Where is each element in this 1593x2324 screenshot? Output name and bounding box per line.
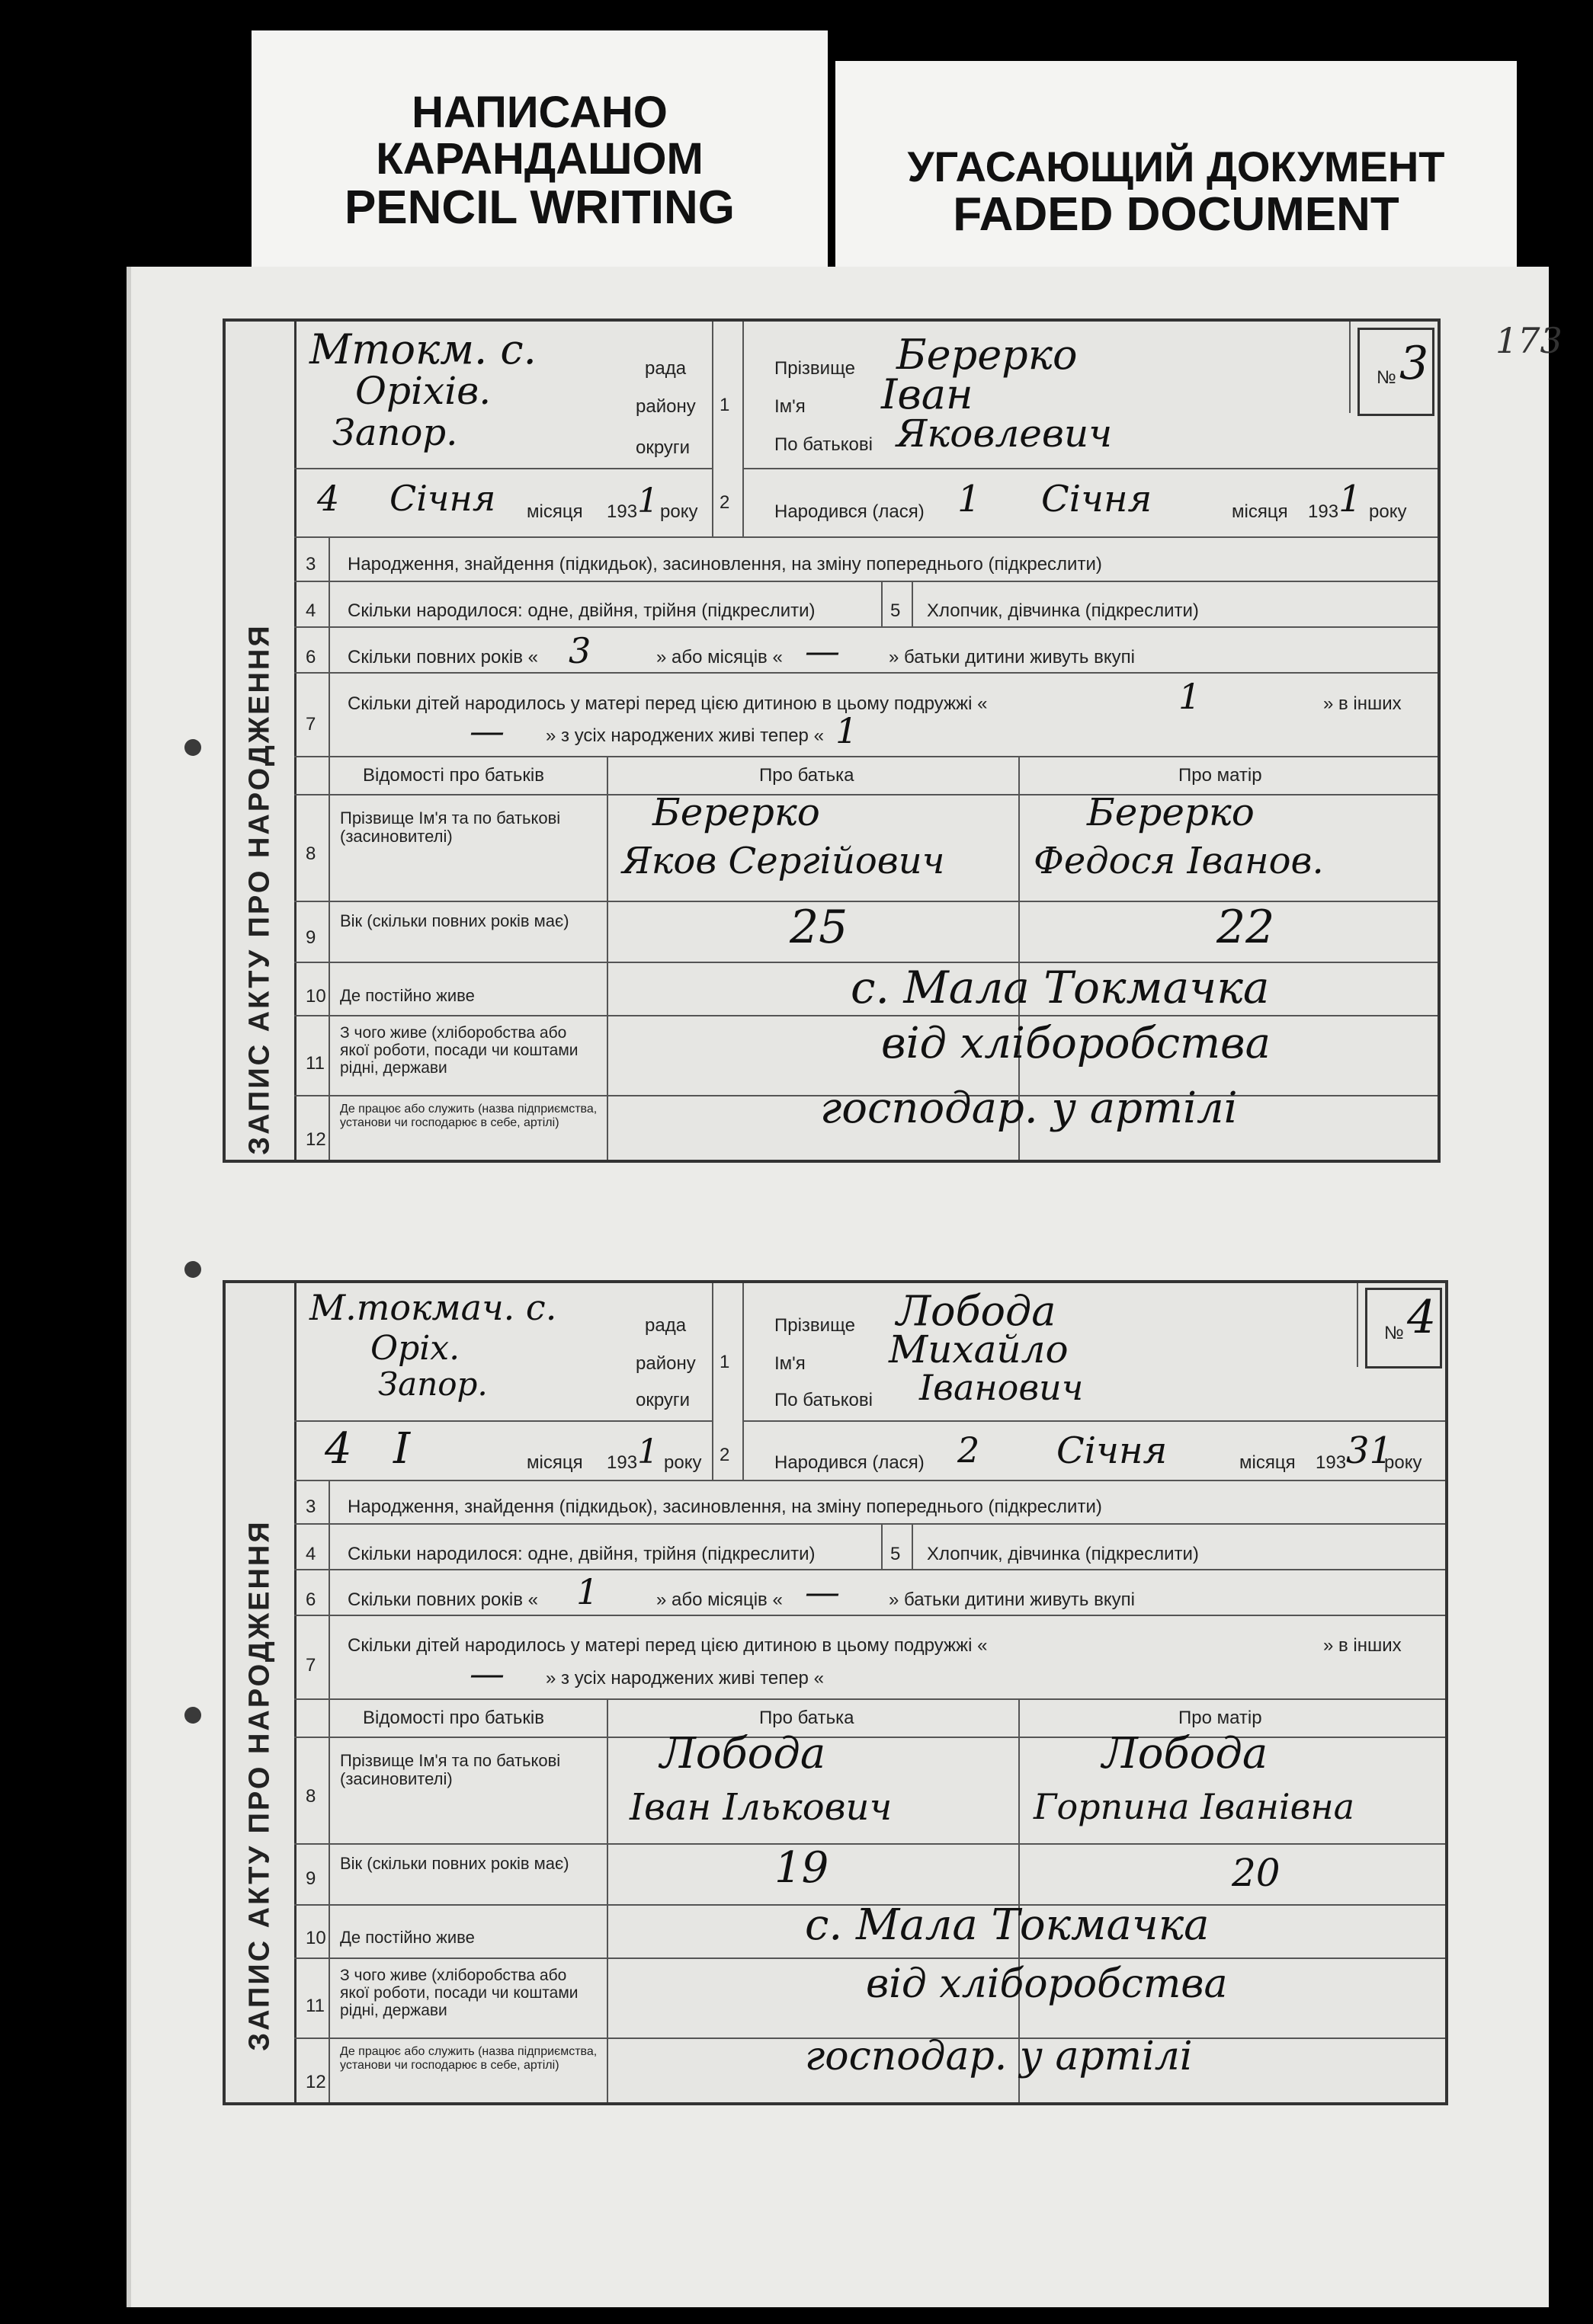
patronymic-value: Іванович (919, 1367, 1084, 1408)
row-6-b: » або місяців « (656, 1589, 783, 1610)
children-alive: 1 (835, 710, 858, 751)
pencil-label-ru-2: КАРАНДАШОМ (376, 133, 704, 184)
name-label: Ім'я (774, 1353, 806, 1374)
punch-hole (184, 739, 201, 756)
month-label: місяця (527, 1452, 583, 1473)
row-12-text: Де працює або служить (назва підприємства, установи чи господарює в себе, артілі) (340, 1103, 598, 1129)
parents-info-label: Відомості про батьків (363, 1708, 544, 1728)
name-value: Іван (881, 370, 973, 418)
row-9-text: Вік (скільки повних років має) (340, 911, 569, 930)
occupation: від хліборобства (881, 1019, 1271, 1068)
registration-year: 1 (637, 482, 659, 520)
row-6-c: » батьки дитини живуть вкупі (889, 1589, 1135, 1610)
rada-label: рада (645, 1315, 687, 1336)
row-5-text: Хлопчик, дівчинка (підкреслити) (927, 600, 1199, 621)
birth-day: 1 (957, 478, 981, 520)
punch-hole (184, 1261, 201, 1278)
registration-day: 4 (325, 1424, 352, 1474)
about-mother-label: Про матір (1178, 1708, 1262, 1728)
record-number: 4 (1407, 1291, 1437, 1344)
pencil-label-ru-1: НАПИСАНО (412, 88, 668, 137)
father-name: Яков Сергійович (622, 840, 945, 882)
born-label: Народився (лася) (774, 501, 925, 522)
year-prefix: 193 (607, 501, 638, 522)
row-12-text: Де працює або служить (назва підприємства, установи чи господарює в себе, артілі) (340, 2045, 598, 2072)
residence: с. Мала Токмачка (805, 1900, 1210, 1950)
mother-surname: Лобода (1102, 1729, 1268, 1778)
born-label: Народився (лася) (774, 1452, 925, 1473)
children-other: — (470, 1653, 505, 1694)
about-father-label: Про батька (759, 1708, 854, 1728)
district-label: району (636, 396, 696, 417)
row-7-a: Скільки дітей народилось у матері перед цією дитиною в цьому подружжі « (348, 1635, 988, 1656)
row-3-text: Народження, знайдення (підкидьок), засиновлення, на зміну попереднього (підкреслити) (348, 1497, 1102, 1517)
rada-value: Мтокм. с. (309, 325, 537, 373)
row-9-text: Вік (скільки повних років має) (340, 1854, 569, 1873)
month-label: місяця (527, 501, 583, 522)
row-8-text: Прізвище Ім'я та по батькові (засиновителі) (340, 1751, 561, 1789)
birth-year-prefix: 193 (1316, 1452, 1347, 1473)
number-sign: № (1377, 367, 1396, 388)
registration-month: Січня (389, 478, 496, 519)
registration-day: 4 (317, 478, 340, 519)
workplace: господар. у артілі (805, 2034, 1193, 2079)
children-before: 1 (1178, 676, 1201, 717)
years-together: 1 (576, 1571, 599, 1612)
vertical-title: ЗАПИС АКТУ ПРО НАРОДЖЕННЯ (226, 322, 296, 1457)
mother-name: Горпина Іванівна (1034, 1786, 1355, 1827)
occupation: від хліборобства (866, 1961, 1228, 2007)
faded-document-label (835, 61, 1517, 267)
about-mother-label: Про матір (1178, 765, 1262, 786)
okrug-label: округи (636, 437, 691, 458)
about-father-label: Про батька (759, 765, 854, 786)
surname-value: Берерко (896, 331, 1078, 379)
district-value: Оріх. (370, 1329, 460, 1368)
okrug-label: округи (636, 1390, 691, 1410)
name-value: Михайло (889, 1327, 1069, 1372)
document-sheet (127, 267, 1563, 2307)
father-surname: Берерко (652, 790, 820, 834)
okrug-value: Запор. (332, 411, 458, 454)
row-6-a: Скільки повних років « (348, 647, 538, 667)
birth-record-2: ЗАПИС АКТУ ПРО НАРОДЖЕННЯ М.токмач. с. рада Оріх. району Запор. округи 1 Прізвище Лобода Ім'я Михайло По батькові Іванович № 4 4 I місяця 193 1 року 2 Народився (лася) 2 Січня місяця 193 31 року 3 Народження, знайдення (підкидьок), засиновлення, на зміну попереднього (підкреслити) 4 Скільки народилося: одне, двійня, трійня (підкреслити) 5 Хлопчик, дівчинка (підкреслити) 6 Скільки повних років « 1 » або місяців « — » батьки дитини живуть вкупі 7 Скільки дітей народилось у матері перед цією дитиною в цьому подружжі « » в інших — » з усіх народжених живі тепер « Відомості про батьків Про батька Про матір 8 Прізвище Ім'я та по батькові (засиновителі) Лобода Іван Ількович Лобода Горпина Іванівна 9 Вік (скільки повних років має) 19 20 10 Де постійно живе с. Мала Токмачка 11 З чого живе (хліборобства або якої роботи, посади чи коштами рідні, держави від хліборобства 12 Де працює або служить (назва підприємства, установи чи господарює в себе, артілі) господар. у артілі (223, 1280, 1448, 2290)
patronymic-label: По батькові (774, 1390, 873, 1410)
row-4-text: Скільки народилося: одне, двійня, трійня (підкреслити) (348, 1544, 816, 1564)
mother-age: 22 (1216, 901, 1275, 954)
children-other: — (470, 710, 505, 751)
punch-hole (184, 1707, 201, 1724)
father-age: 25 (790, 901, 848, 954)
parents-info-label: Відомості про батьків (363, 765, 544, 786)
residence: с. Мала Токмачка (851, 962, 1270, 1013)
faded-label-ru: УГАСАЮЩИЙ ДОКУМЕНТ (907, 142, 1445, 190)
pencil-label-en: PENCIL WRITING (344, 181, 736, 234)
years-together: 3 (569, 630, 591, 671)
birth-year: 31 (1346, 1429, 1393, 1472)
row-6-a: Скільки повних років « (348, 1589, 538, 1610)
row-7-b: » в інших (1323, 1635, 1402, 1656)
father-surname: Лобода (660, 1729, 826, 1778)
row-7-c: » з усіх народжених живі тепер « (546, 725, 824, 746)
year-label: року (660, 501, 698, 522)
rada-value: М.токмач. с. (309, 1287, 557, 1328)
birth-record-1: ЗАПИС АКТУ ПРО НАРОДЖЕННЯ Мтокм. с. рада Оріхів. району Запор. округи 1 Прізвище Берерко Ім'я Іван По батькові Яковлевич № 3 4 Січня місяця 193 1 року 2 Народився (лася) 1 Січня місяця 193 1 року 3 Народження, знайдення (підкидьок), засиновлення, на зміну попереднього (підкреслити) 4 Скільки народилося: одне, двійня, трійня (підкреслити) 5 Хлопчик, дівчинка (підкреслити) 6 Скільки повних років « 3 » або місяців « — » батьки дитини живуть вкупі 7 Скільки дітей народилось у матері перед цією дитиною в цьому подружжі « 1 » в інших — » з усіх народжених живі тепер « 1 Відомості про батьків Про батька Про матір 8 Прізвище Ім'я та по батькові (засиновителі) Берерко Яков Сергійович Берерко Федося Іванов. 9 Вік (скільки повних років має) 25 22 10 Де постійно живе с. Мала Токмачка 11 З чого живе (хліборобства або якої роботи, посади чи коштами рідні, держави від хліборобства 12 Де працює або служить (назва підприємства, установи чи господарює в себе, артілі) господар. у артілі (223, 319, 1441, 1460)
row-6-b: » або місяців « (656, 647, 783, 667)
birth-year: 1 (1338, 478, 1362, 520)
father-name: Іван Ількович (630, 1786, 893, 1829)
months-together: — (805, 1571, 840, 1612)
workplace: господар. у артілі (820, 1084, 1238, 1133)
registration-month: I (393, 1424, 411, 1474)
okrug-value: Запор. (378, 1365, 488, 1403)
birth-year-label: року (1369, 501, 1407, 522)
mother-name: Федося Іванов. (1034, 840, 1324, 882)
row-8-text: Прізвище Ім'я та по батькові (засиновителі) (340, 808, 561, 847)
district-value: Оріхів. (355, 369, 492, 413)
row-11-text: З чого живе (хліборобства або якої роботи, посади чи коштами рідні, держави (340, 1967, 579, 2020)
rada-label: рада (645, 358, 687, 379)
pencil-writing-label (252, 30, 828, 267)
vertical-title: ЗАПИС АКТУ ПРО НАРОДЖЕННЯ (226, 1283, 296, 2287)
record-number: 3 (1399, 337, 1429, 390)
mother-age: 20 (1232, 1851, 1280, 1895)
birth-month: Січня (1056, 1429, 1168, 1472)
surname-label: Прізвище (774, 358, 855, 379)
number-sign: № (1384, 1323, 1404, 1343)
birth-year-label: року (1384, 1452, 1422, 1473)
father-age: 19 (774, 1843, 829, 1893)
row-11-text: З чого живе (хліборобства або якої роботи, посади чи коштами рідні, держави (340, 1024, 579, 1077)
patronymic-value: Яковлевич (896, 411, 1113, 456)
birth-year-prefix: 193 (1308, 501, 1339, 522)
birth-month-label: місяця (1239, 1452, 1296, 1473)
months-together: — (805, 630, 840, 671)
name-label: Ім'я (774, 396, 806, 417)
row-7-a: Скільки дітей народилось у матері перед цією дитиною в цьому подружжі « (348, 693, 988, 714)
district-label: району (636, 1353, 696, 1374)
row-7-b: » в інших (1323, 693, 1402, 714)
row-10-text: Де постійно живе (340, 986, 475, 1005)
row-10-text: Де постійно живе (340, 1928, 475, 1947)
year-prefix: 193 (607, 1452, 638, 1473)
birth-month-label: місяця (1232, 501, 1288, 522)
row-3-text: Народження, знайдення (підкидьок), засиновлення, на зміну попереднього (підкреслити) (348, 554, 1102, 575)
folio-number: 173 (1495, 320, 1563, 361)
mother-surname: Берерко (1087, 790, 1255, 834)
surname-value: Лобода (896, 1287, 1056, 1335)
row-7-c: » з усіх народжених живі тепер « (546, 1668, 824, 1689)
birth-month: Січня (1041, 478, 1152, 520)
row-4-text: Скільки народилося: одне, двійня, трійня (підкреслити) (348, 600, 816, 621)
surname-label: Прізвище (774, 1315, 855, 1336)
row-6-c: » батьки дитини живуть вкупі (889, 647, 1135, 667)
year-label: року (664, 1452, 702, 1473)
patronymic-label: По батькові (774, 434, 873, 455)
registration-year: 1 (637, 1432, 659, 1471)
birth-day: 2 (957, 1429, 980, 1471)
row-5-text: Хлопчик, дівчинка (підкреслити) (927, 1544, 1199, 1564)
faded-label-en: FADED DOCUMENT (953, 187, 1399, 241)
